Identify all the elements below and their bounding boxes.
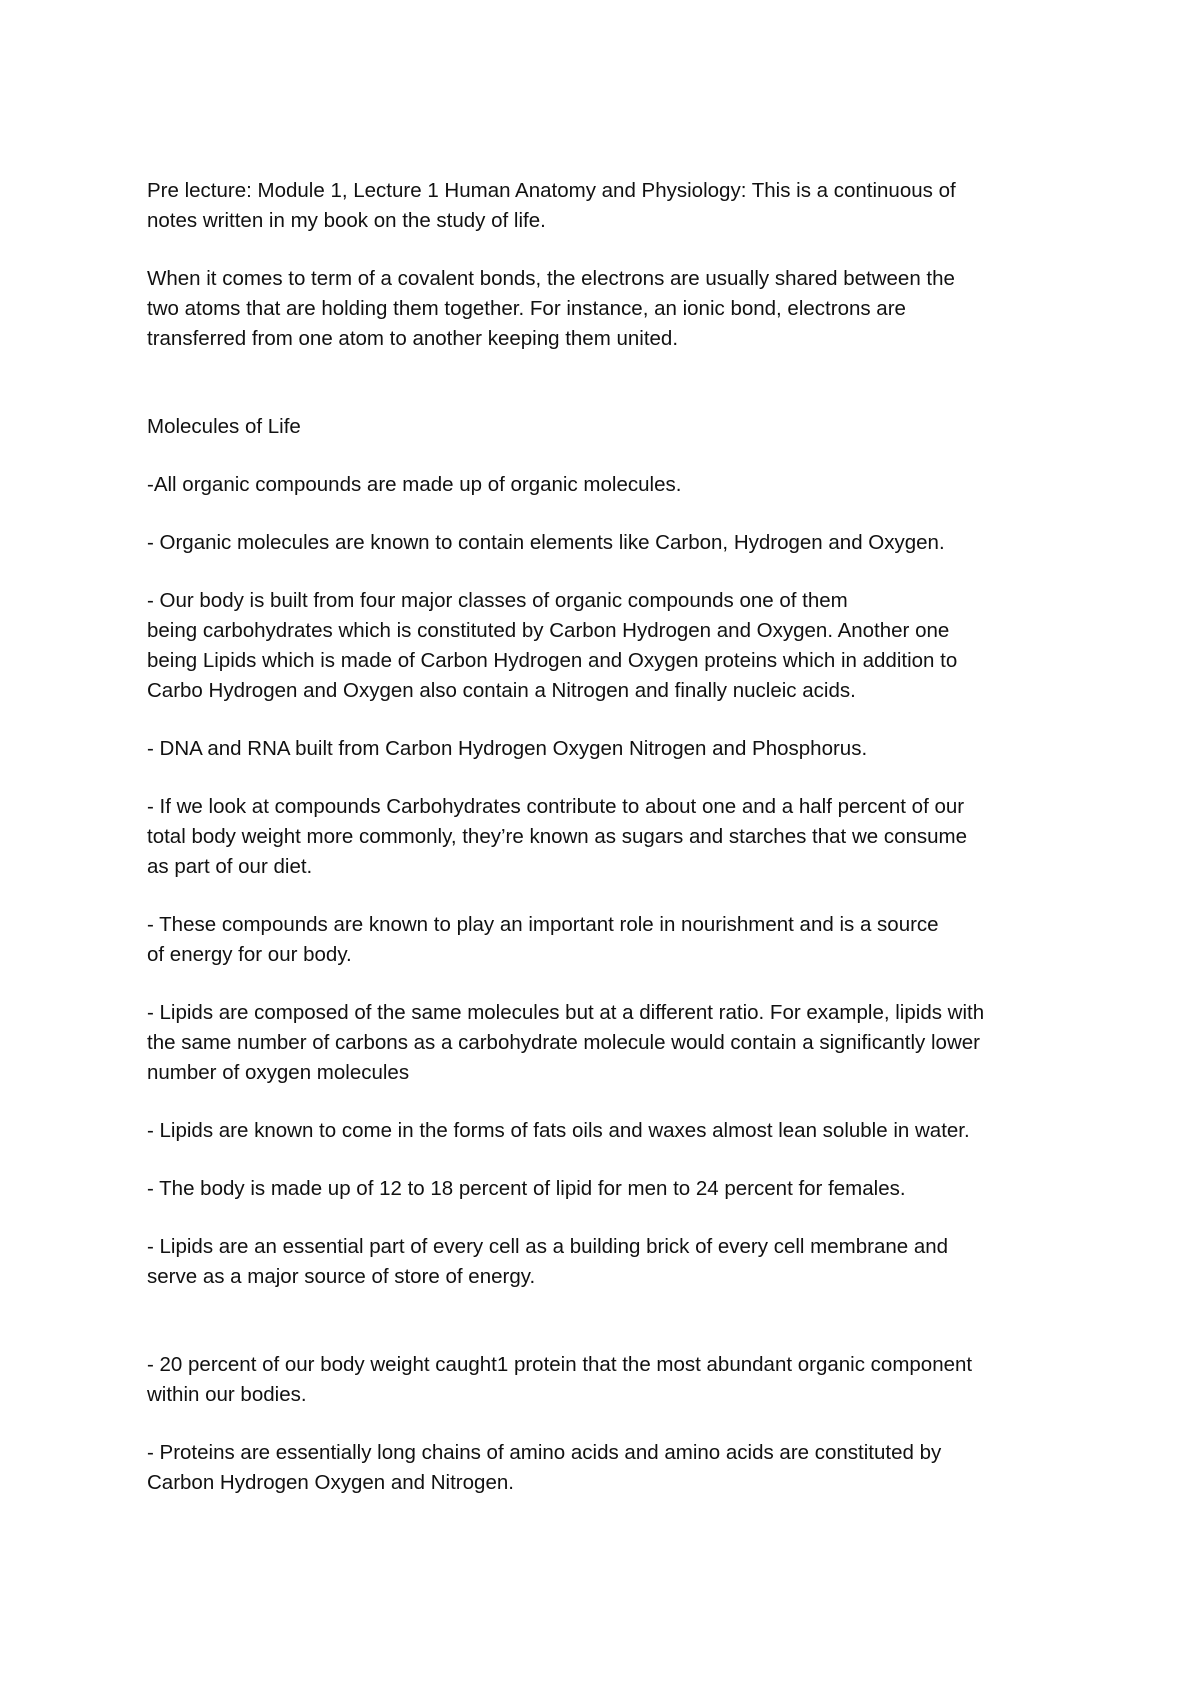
bullet-point: - These compounds are known to play an important role in nourishment and is a source of energy for our body. xyxy=(147,913,939,966)
bonds-paragraph: When it comes to term of a covalent bonds, the electrons are usually shared between the two atoms that are holding them together. For instance, an ionic bond, electrons are transferred from one atom to another keeping them united. xyxy=(147,267,955,350)
bullet-point: - Lipids are known to come in the forms of fats oils and waxes almost lean soluble in water. xyxy=(147,1119,970,1142)
bullet-point: - Our body is built from four major classes of organic compounds one of them being carbohydrates which is constituted by Carbon Hydrogen and Oxygen. Another one being Lipids which is made of Carbon Hydrogen and Oxygen proteins which in addition to Carbo Hydrogen and Oxygen also contain a Nitrogen and finally nucleic acids. xyxy=(147,589,958,702)
intro-paragraph: Pre lecture: Module 1, Lecture 1 Human Anatomy and Physiology: This is a continuous of notes written in my book on the study of life. xyxy=(147,179,956,232)
bullet-point: - Lipids are composed of the same molecules but at a different ratio. For example, lipids with the same number of carbons as a carbohydrate molecule would contain a significantly lower number of oxygen molecules xyxy=(147,1001,985,1084)
bullet-point: - DNA and RNA built from Carbon Hydrogen Oxygen Nitrogen and Phosphorus. xyxy=(147,737,868,760)
bullet-point: - The body is made up of 12 to 18 percent of lipid for men to 24 percent for females. xyxy=(147,1177,906,1200)
bullet-point: -All organic compounds are made up of organic molecules. xyxy=(147,473,682,496)
bullet-point: - Organic molecules are known to contain elements like Carbon, Hydrogen and Oxygen. xyxy=(147,531,945,554)
bullet-point: - 20 percent of our body weight caught1 protein that the most abundant organic component within our bodies. xyxy=(147,1353,973,1406)
document-body xyxy=(147,176,1077,1498)
bullet-point: - Lipids are an essential part of every cell as a building brick of every cell membrane and serve as a major source of store of energy. xyxy=(147,1235,949,1288)
bullet-point: - If we look at compounds Carbohydrates contribute to about one and a half percent of our total body weight more commonly, they’re known as sugars and starches that we consume as part of our diet. xyxy=(147,795,968,878)
section-heading: Molecules of Life xyxy=(147,415,301,438)
bullet-point: - Proteins are essentially long chains of amino acids and amino acids are constituted by Carbon Hydrogen Oxygen and Nitrogen. xyxy=(147,1441,942,1494)
